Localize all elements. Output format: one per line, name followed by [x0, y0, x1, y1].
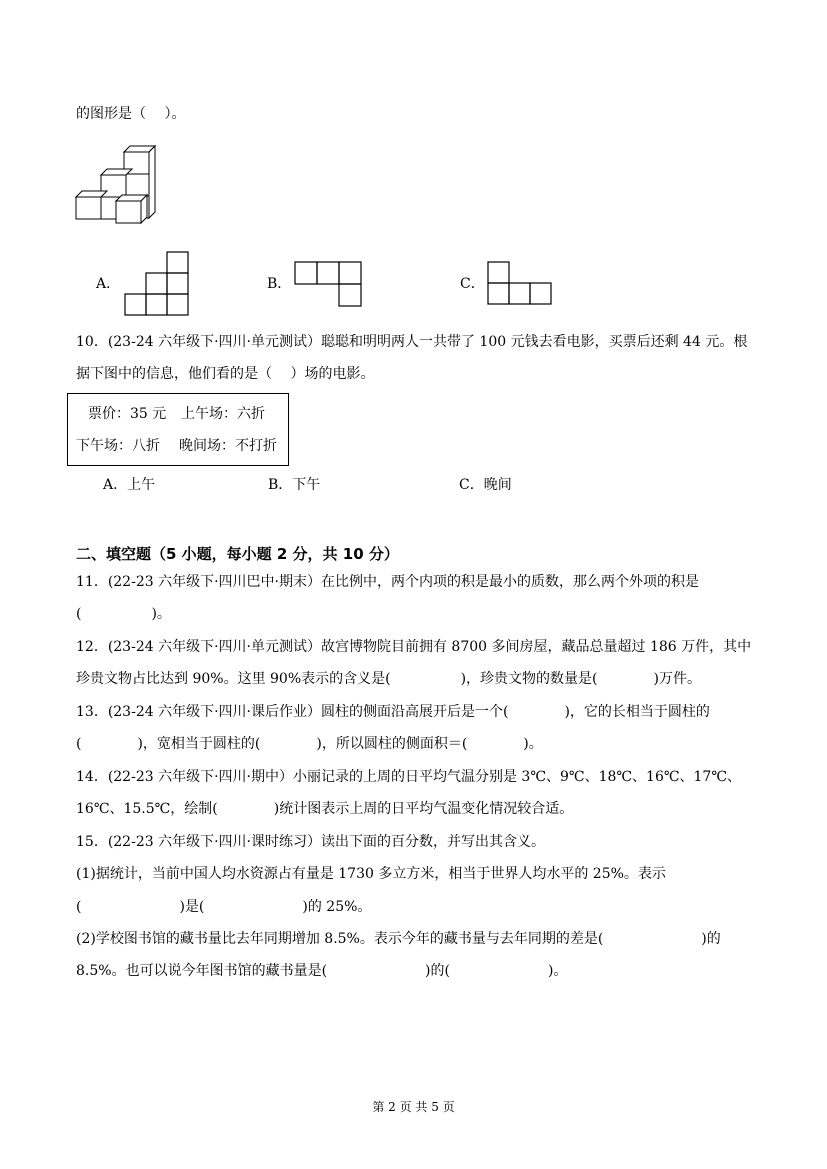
q9-option-b-label: B．	[267, 276, 292, 292]
q15-part2-line2: 8.5%。也可以说今年图书馆的藏书量是( )的( )。	[76, 963, 568, 979]
option-a-figure	[124, 252, 190, 316]
q12-line2: 珍贵文物占比达到 90%。这里 90%表示的含义是( )，珍贵文物的数量是( )万件。	[76, 671, 701, 687]
option-b-figure	[294, 261, 364, 307]
ticket-afternoon: 下午场：八折	[76, 438, 160, 454]
q10-option-a: A．上午	[103, 477, 156, 493]
q10-option-c: C．晚间	[459, 477, 512, 493]
cube-stack-figure	[76, 142, 166, 232]
q11-line2: ( )。	[76, 606, 171, 622]
ticket-morning: 上午场：六折	[181, 406, 265, 422]
q10-line2: 据下图中的信息，他们看的是（ ）场的电影。	[76, 366, 375, 382]
ticket-evening: 晚间场：不打折	[179, 438, 277, 454]
q15-part1-line2: ( )是( )的 25%。	[76, 899, 372, 915]
q10-line1: 10．(23-24 六年级下·四川·单元测试）聪聪和明明两人一共带了 100 元钱去看电影，买票后还剩 44 元。根	[76, 334, 748, 350]
section-title: 二、填空题（5 小题，每小题 2 分，共 10 分）	[76, 545, 399, 563]
q15-part2-line1: (2)学校图书馆的藏书量比去年同期增加 8.5%。表示今年的藏书量与去年同期的差是( )的	[76, 931, 721, 947]
q13-line1: 13．(23-24 六年级下·四川·课后作业）圆柱的侧面沿高展开后是一个( )，它的长相当于圆柱的	[76, 704, 710, 720]
q9-tail: 的图形是（ ）。	[76, 106, 186, 122]
q15-part1-line1: (1)据统计，当前中国人均水资源占有量是 1730 多立方米，相当于世界人均水平的 25%。表示	[76, 866, 666, 882]
q15-line1: 15．(22-23 六年级下·四川·课时练习）读出下面的百分数，并写出其含义。	[76, 834, 545, 850]
q14-line2: 16℃、15.5℃，绘制( )统计图表示上周的日平均气温变化情况较合适。	[76, 801, 574, 817]
q10-option-b: B．下午	[268, 477, 321, 493]
q13-line2: ( )，宽相当于圆柱的( )，所以圆柱的侧面积＝( )。	[76, 736, 543, 752]
page-number: 第 2 页 共 5 页	[372, 1100, 455, 1114]
q9-option-c-label: C．	[460, 276, 485, 292]
q14-line1: 14．(22-23 六年级下·四川·期中）小丽记录的上周的日平均气温分别是 3℃、9℃、18℃、16℃、17℃、	[76, 769, 741, 785]
q11-line1: 11．(22-23 六年级下·四川巴中·期末）在比例中，两个内项的积是最小的质数，那么两个外项的积是	[76, 574, 699, 590]
ticket-price-box	[67, 393, 289, 466]
ticket-price: 票价：35 元	[88, 406, 167, 422]
q12-line1: 12．(23-24 六年级下·四川·单元测试）故宫博物院目前拥有 8700 多间房屋，藏品总量超过 186 万件，其中	[76, 639, 752, 655]
option-c-figure	[487, 261, 555, 307]
q9-option-a-label: A．	[96, 276, 121, 292]
